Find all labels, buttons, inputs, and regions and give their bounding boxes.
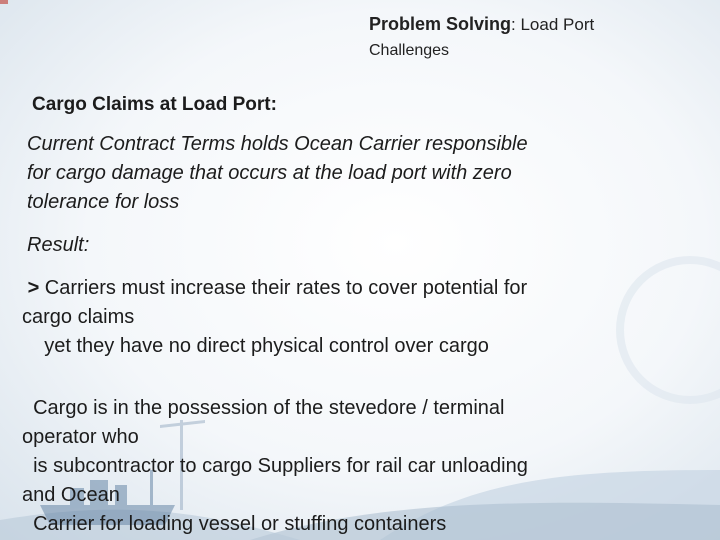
carriers-paragraph	[22, 274, 672, 361]
paragraph-line: operator who	[22, 426, 139, 448]
title-rest: : Load Port	[511, 15, 595, 34]
paragraph-line	[22, 274, 672, 303]
title-line2: Challenges	[369, 42, 450, 59]
result-label: Result:	[27, 234, 90, 256]
arrow-icon: >	[27, 277, 40, 299]
paragraph-line: Current Contract Terms holds Ocean Carrier responsible	[27, 133, 528, 155]
title-bold: Problem Solving	[369, 14, 512, 34]
contract-terms-paragraph	[27, 130, 667, 217]
paragraph-line: yet they have no direct physical control over cargo	[22, 335, 489, 357]
paragraph-line: for cargo damage that occurs at the load port with zero	[27, 162, 512, 184]
paragraph-line: Carrier for loading vessel or stuffing containers	[22, 513, 447, 535]
paragraph-line: tolerance for loss	[27, 191, 180, 213]
paragraph-line: cargo claims	[22, 306, 135, 328]
paragraph-line: and Ocean	[22, 484, 120, 506]
paragraph-line: Cargo is in the possession of the stevedore / terminal	[22, 397, 505, 419]
slide-title	[369, 10, 699, 65]
section-heading: Cargo Claims at Load Port:	[32, 94, 277, 115]
top-left-accent	[0, 0, 8, 4]
paragraph-line: is subcontractor to cargo Suppliers for rail car unloading	[22, 455, 528, 477]
possession-paragraph	[22, 394, 672, 539]
paragraph-text: Carriers must increase their rates to cover potential for	[39, 277, 528, 299]
